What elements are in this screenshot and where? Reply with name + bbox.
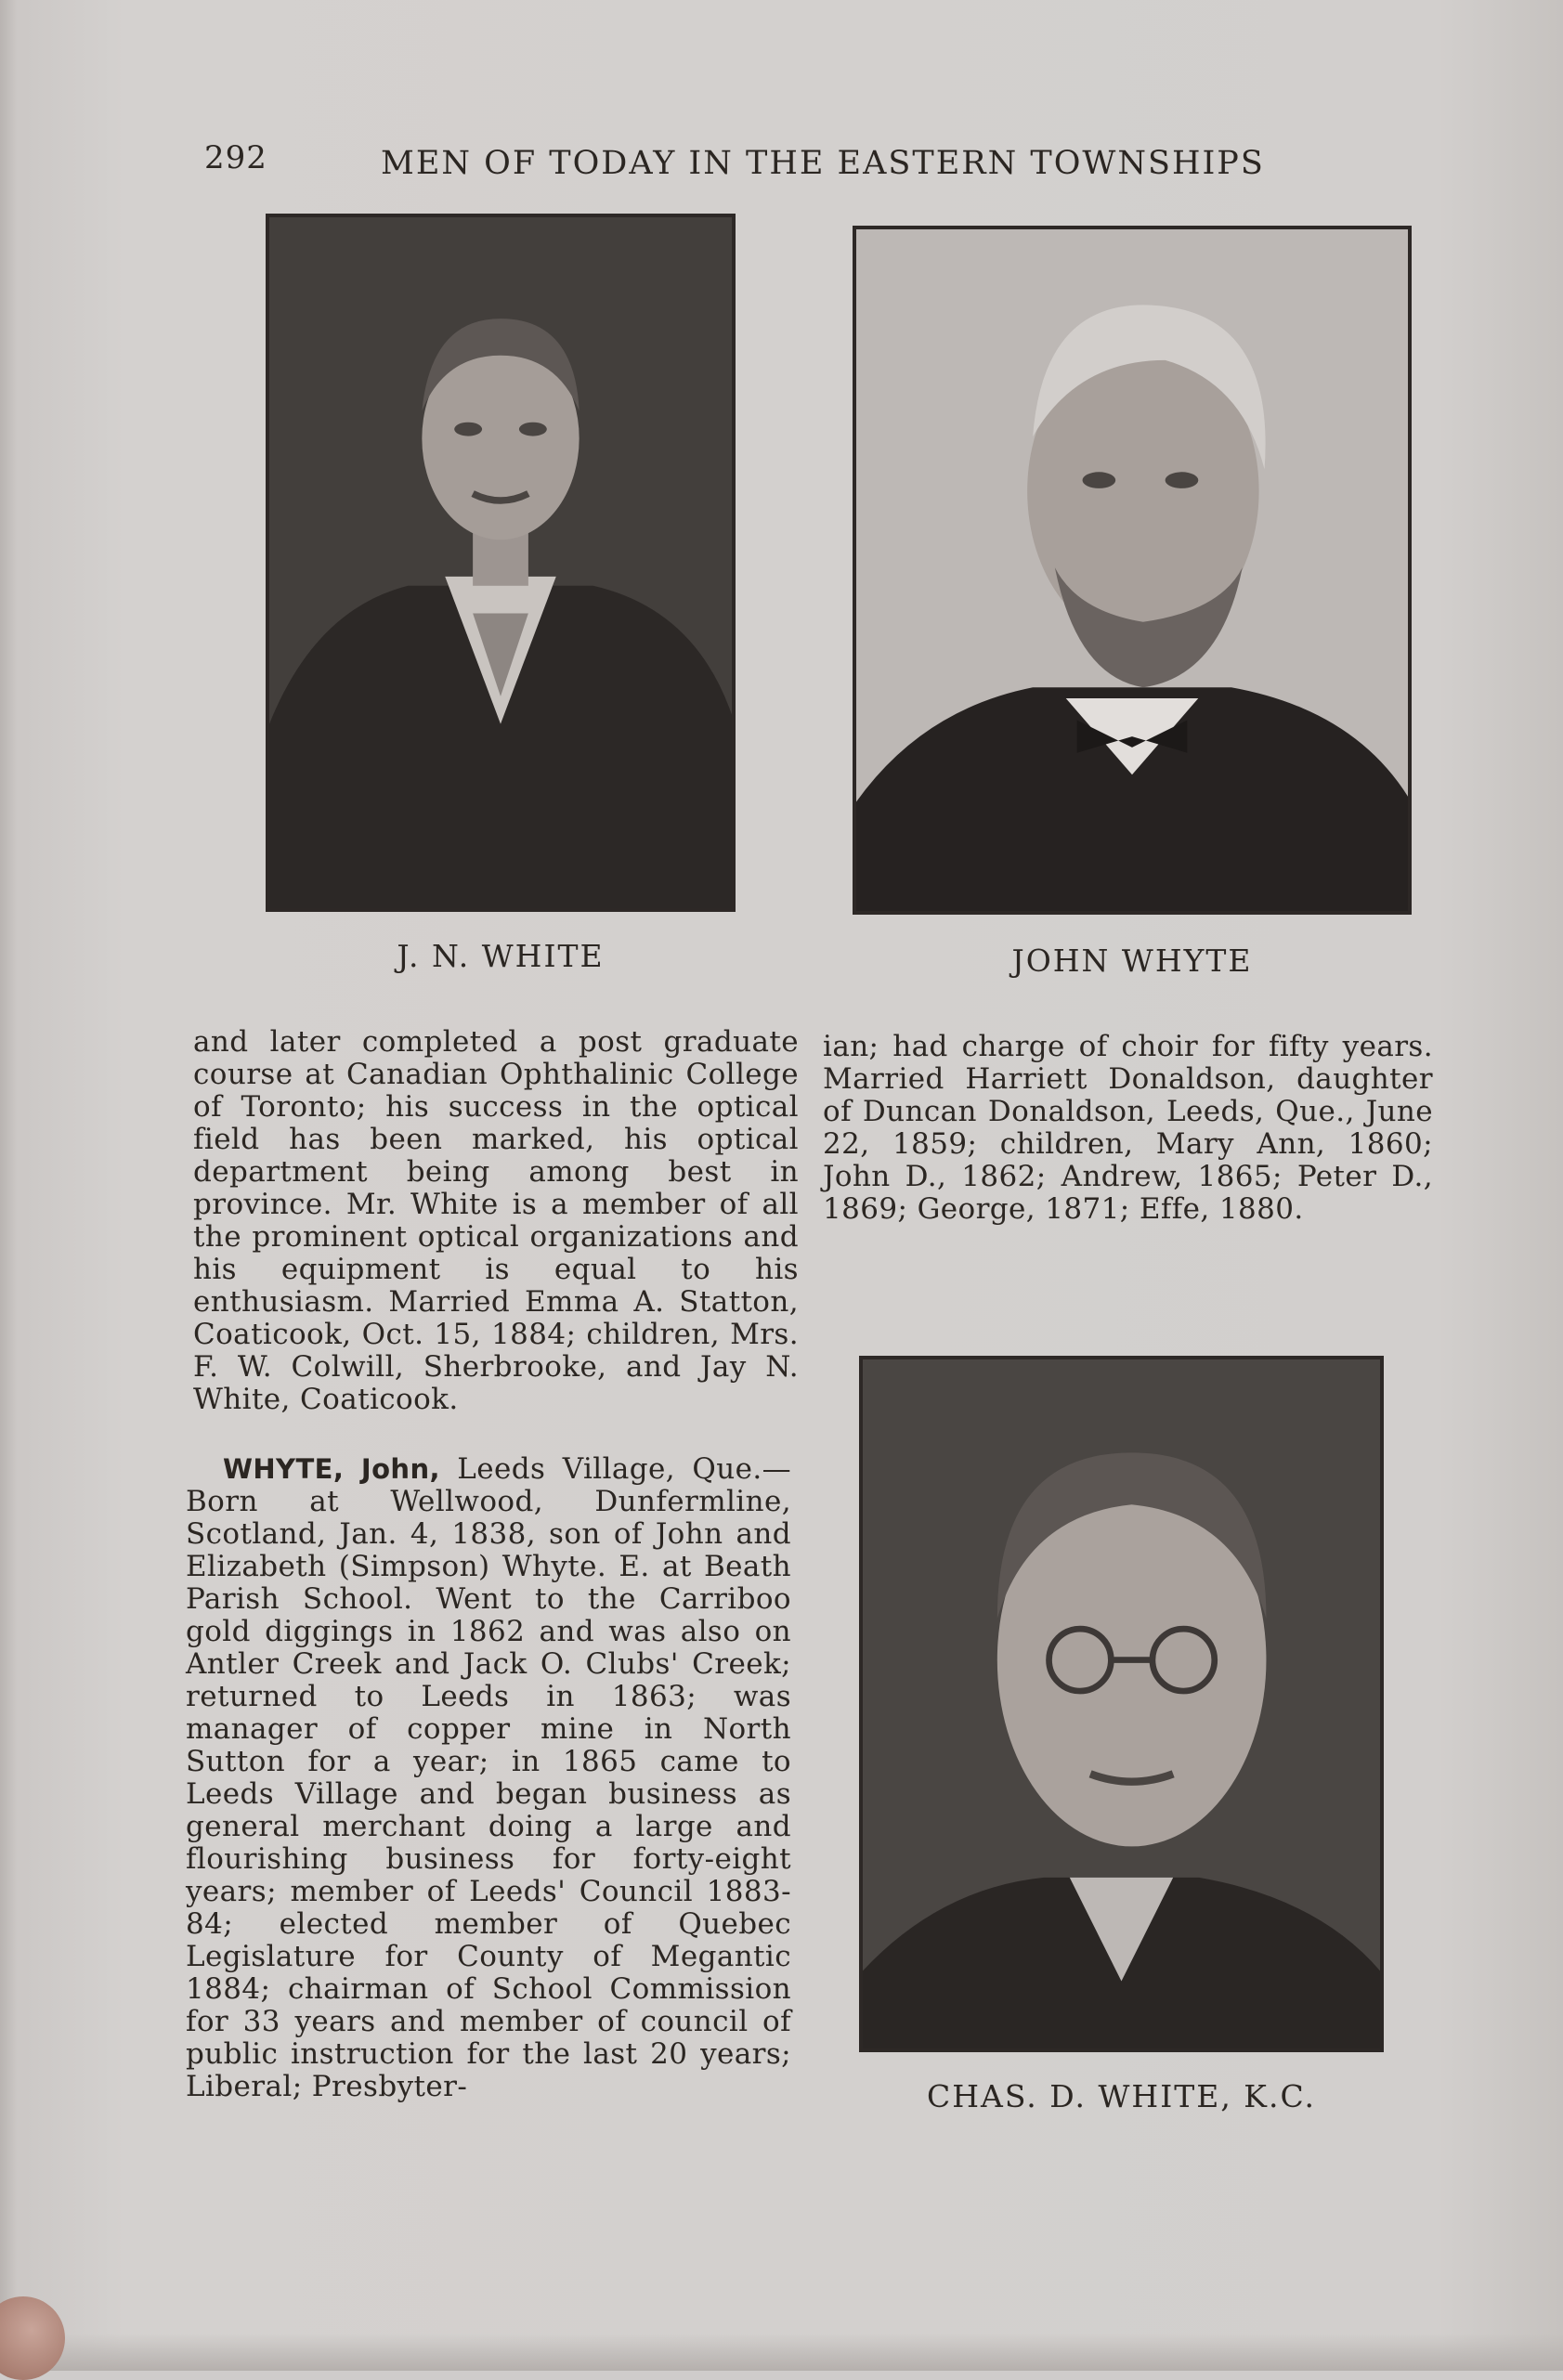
page-header	[204, 139, 1365, 195]
whyte-biography-continuation	[823, 1031, 1433, 1226]
portrait-john-whyte	[853, 226, 1412, 915]
paragraph: and later completed a post graduate course at Canadian Ophthalinic College of Toronto; his success in the optical field has been marked, his optical department being among best in province. Mr. White is a member of all the prominent optical organizations and his equipment is equal to his enthusiasm. Married Emma A. Statton, Coaticook, Oct. 15, 1884; children, Mrs. F. W. Colwill, Sherbrooke, and Jay N. White, Coaticook.	[193, 1025, 799, 1416]
entry-body: Leeds Village, Que.—Born at Wellwood, Dunfermline, Scotland, Jan. 4, 1838, son of John and Elizabeth (Simpson) Whyte. E. at Beath Parish School. Went to the Carriboo gold diggings in 1862 and was also on Antler Creek and Jack O. Clubs' Creek; returned to Leeds in 1863; was manager of copper mine in North Sutton for a year; in 1865 came to Leeds Village and began business as general merchant doing a large and flourishing business for forty-eight years; member of Leeds' Council 1883-84; elected member of Quebec Legislature for County of Megantic 1884; chairman of School Commission for 33 years and member of council of public instruction for the last 20 years; Liberal; Presbyter-	[186, 1452, 791, 2103]
white-biography-continuation	[193, 1026, 799, 1416]
caption-j-n-white: J. N. WHITE	[397, 938, 605, 974]
running-head: MEN OF TODAY IN THE EASTERN TOWNSHIPS	[381, 145, 1265, 182]
page-number: 292	[204, 139, 267, 176]
portrait-chas-d-white	[859, 1356, 1384, 2052]
caption-chas-d-white: CHAS. D. WHITE, K.C.	[926, 2078, 1317, 2114]
paragraph	[186, 1453, 791, 2103]
entry-name: WHYTE, John,	[223, 1453, 440, 1485]
page-bottom-shadow	[0, 2334, 1563, 2371]
portrait-photo-icon	[863, 1359, 1380, 2048]
whyte-biography	[186, 1453, 791, 2103]
portrait-photo-icon	[856, 229, 1408, 911]
portrait-j-n-white	[266, 214, 736, 912]
paragraph: ian; had charge of choir for fifty years. Married Harriett Donaldson, daughter of Duncan Donaldson, Leeds, Que., June 22, 1859; children, Mary Ann, 1860; John D., 1862; Andrew, 1865; Peter D., 1869; George, 1871; Effe, 1880.	[823, 1030, 1433, 1226]
caption-john-whyte: JOHN WHYTE	[1011, 943, 1253, 979]
portrait-photo-icon	[269, 217, 732, 908]
page-left-shadow	[0, 0, 17, 2371]
